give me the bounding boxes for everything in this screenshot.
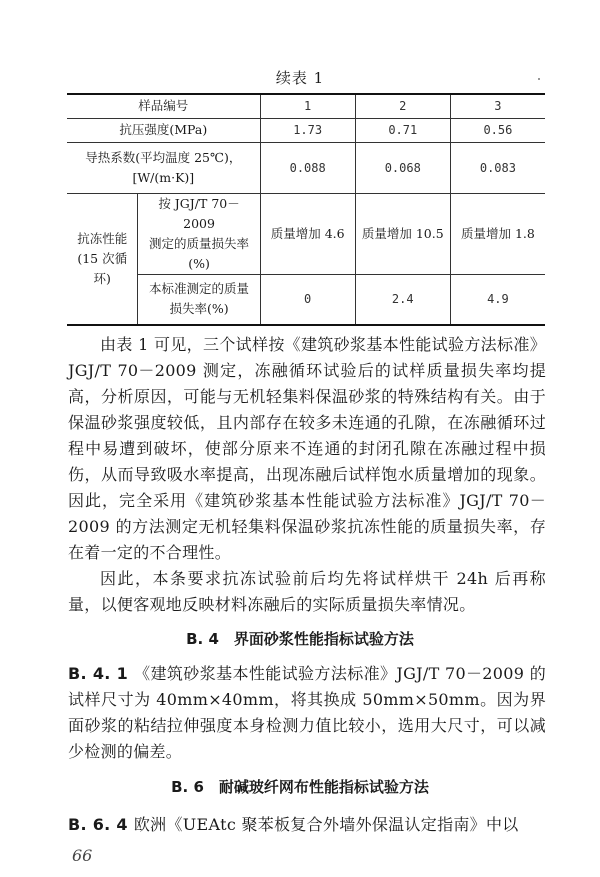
paragraph-drying: 因此，本条要求抗冻试验前后均先将试样烘干 24h 后再称量，以便客观地反映材料冻融后的实际质量损失率情况。	[68, 569, 546, 614]
strength-value-3: 0.56	[450, 118, 545, 142]
frost-std-value-1: 0	[260, 274, 355, 325]
table-row-conductivity	[67, 142, 545, 193]
scan-speck	[538, 78, 540, 80]
conductivity-label-line1: 导热系数(平均温度 25℃)，	[85, 149, 242, 165]
frost-std-label	[138, 274, 260, 325]
clause-b64-text: 欧洲《UEAtc 聚苯板复合外墙外保温认定指南》中以	[133, 815, 519, 834]
conductivity-value-2: 0.068	[355, 142, 450, 193]
conductivity-label	[67, 142, 260, 193]
frost-jgj-value-3: 质量增加 1.8	[450, 193, 545, 274]
frost-jgj-label	[138, 193, 260, 274]
paragraph-analysis: 由表 1 可见，三个试样按《建筑砂浆基本性能试验方法标准》JGJ/T 70－2009 测定，冻融循环试验后的试样质量损失率均提高，分析原因，可能与无机轻集料保温砂浆的特殊结构有关。由于保温砂浆强度较低，且内部存在较多未连通的孔隙，在冻融循环过程中易遭到破坏，使部分原来不连通的封闭孔隙在冻融过程中损伤，从而导致吸水率提高，出现冻融后试样饱水质量增加的现象。因此，完全采用《建筑砂浆基本性能试验方法标准》JGJ/T 70－2009 的方法测定无机轻集料保温砂浆抗冻性能的质量损失率，存在着一定的不合理性。	[68, 335, 546, 562]
clause-b41	[68, 661, 546, 765]
header-col-1: 1	[260, 94, 355, 118]
frost-group-line1: 抗冻性能	[77, 230, 128, 246]
conductivity-label-line2: [W/(m·K)]	[132, 169, 195, 185]
frost-jgj-value-1: 质量增加 4.6	[260, 193, 355, 274]
frost-jgj-line1: 按 JGJ/T 70－2009	[158, 195, 240, 231]
clause-b64-number: B. 6. 4	[68, 815, 128, 834]
frost-std-line2: 损失率(%)	[169, 301, 229, 317]
strength-value-2: 0.71	[355, 118, 450, 142]
table-header-row	[67, 94, 545, 118]
frost-std-line1: 本标准测定的质量	[149, 281, 250, 297]
frost-std-value-2: 2.4	[355, 274, 450, 325]
frost-std-value-3: 4.9	[450, 274, 545, 325]
clause-b64	[68, 812, 546, 838]
strength-value-1: 1.73	[260, 118, 355, 142]
frost-jgj-line2: 测定的质量损失率	[149, 235, 250, 251]
table-row-strength	[67, 118, 545, 142]
results-table	[67, 93, 545, 326]
page-number: 66	[72, 846, 93, 865]
section-heading-b6: B. 6 耐碱玻纤网布性能指标试验方法	[171, 778, 429, 796]
frost-jgj-line3: (%)	[188, 255, 210, 271]
strength-label: 抗压强度(MPa)	[67, 118, 260, 142]
conductivity-value-3: 0.083	[450, 142, 545, 193]
table-caption: 续表 1	[275, 69, 325, 87]
header-col-2: 2	[355, 94, 450, 118]
header-col-3: 3	[450, 94, 545, 118]
table-row-frost-jgj	[67, 193, 545, 274]
header-sample-label: 样品编号	[67, 94, 260, 118]
frost-jgj-value-2: 质量增加 10.5	[355, 193, 450, 274]
clause-b41-number: B. 4. 1	[68, 664, 129, 683]
table-row-frost-standard	[67, 274, 545, 325]
frost-group-label	[67, 193, 138, 325]
frost-group-line2: (15 次循环)	[77, 250, 128, 286]
clause-b41-text: 《建筑砂浆基本性能试验方法标准》JGJ/T 70－2009 的试样尺寸为 40mm×40mm，将其换成 50mm×50mm。因为界面砂浆的粘结拉伸强度本身检测力值比较小，选用大尺寸，可以减少检测的偏差。	[68, 664, 546, 761]
conductivity-value-1: 0.088	[260, 142, 355, 193]
section-heading-b4: B. 4 界面砂浆性能指标试验方法	[186, 630, 414, 648]
